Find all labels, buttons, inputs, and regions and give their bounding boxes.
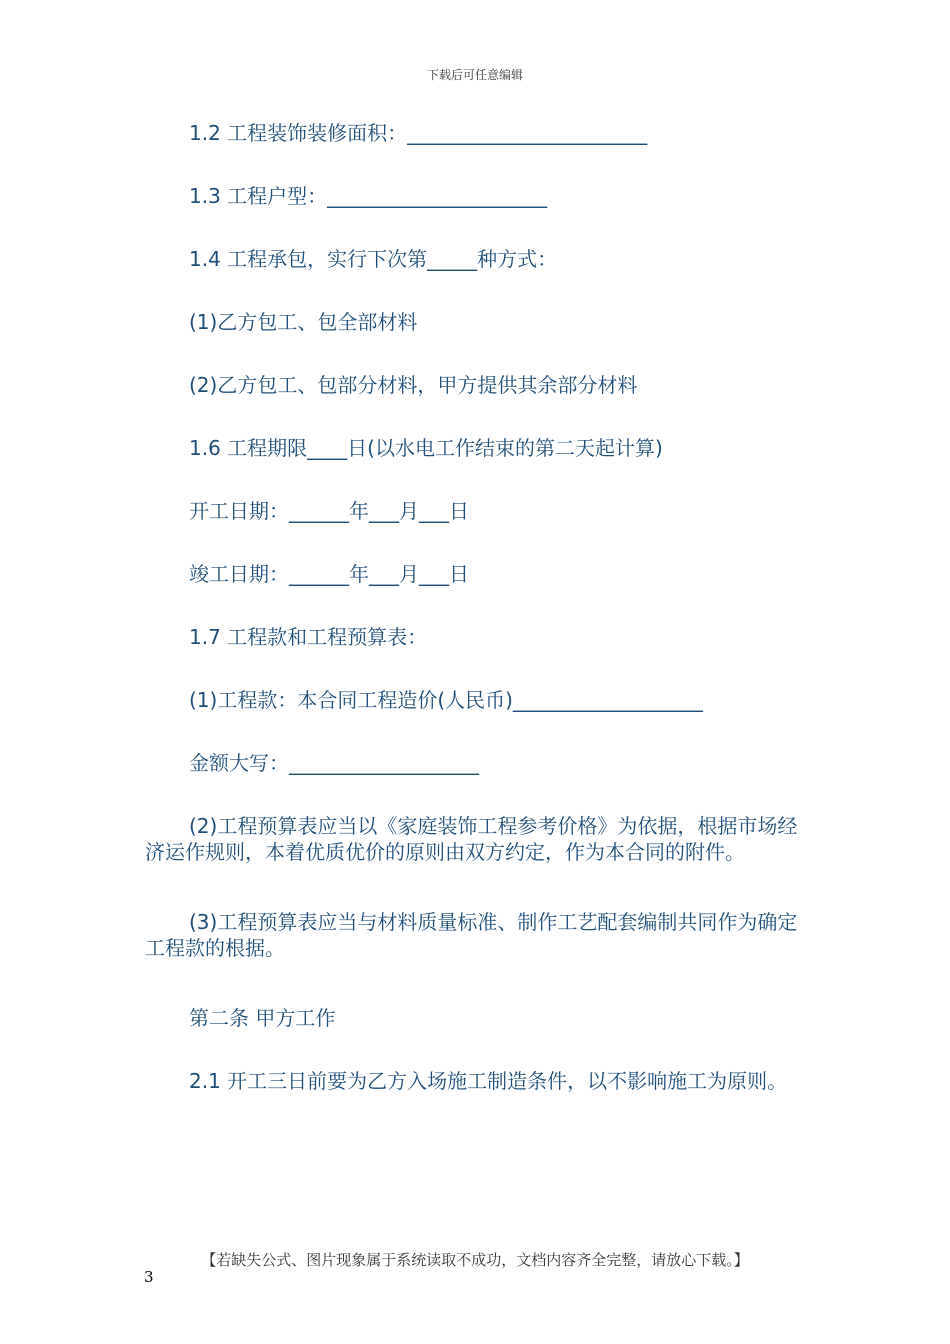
page-number: 3 bbox=[144, 1268, 154, 1286]
paragraph-budget-standard: (3)工程预算表应当与材料质量标准、制作工艺配套编制共同作为确定工程款的根据。 bbox=[145, 910, 798, 960]
paragraph-budget-basis: (2)工程预算表应当以《家庭装饰工程参考价格》为依据，根据市场经济运作规则，本着优质优价的原则由双方约定，作为本合同的附件。 bbox=[145, 814, 798, 864]
paragraph-duration: 1.6 工程期限____日(以水电工作结束的第二天起计算) bbox=[189, 436, 663, 460]
paragraph-budget-heading: 1.7 工程款和工程预算表： bbox=[189, 625, 428, 649]
paragraph-contract-price: (1)工程款：本合同工程造价(人民币)___________________ bbox=[189, 688, 703, 712]
paragraph-start-date: 开工日期：______年___月___日 bbox=[189, 499, 469, 523]
paragraph-amount-words: 金额大写：___________________ bbox=[189, 751, 479, 775]
paragraph-option-2: (2)乙方包工、包部分材料，甲方提供其余部分材料 bbox=[189, 373, 638, 397]
header-note: 下载后可任意编辑 bbox=[426, 68, 523, 82]
paragraph-area: 1.2 工程装饰装修面积：________________________ bbox=[189, 121, 648, 145]
paragraph-article-2-title: 第二条 甲方工作 bbox=[189, 1006, 336, 1030]
paragraph-article-2-1: 2.1 开工三日前要为乙方入场施工制造条件，以不影响施工为原则。 bbox=[189, 1069, 788, 1093]
footer-note: 【若缺失公式、图片现象属于系统读取不成功，文档内容齐全完整，请放心下载。】 bbox=[201, 1251, 749, 1269]
document-body bbox=[145, 120, 805, 1131]
paragraph-option-1: (1)乙方包工、包全部材料 bbox=[189, 310, 418, 334]
paragraph-end-date: 竣工日期：______年___月___日 bbox=[189, 562, 469, 586]
paragraph-layout: 1.3 工程户型：______________________ bbox=[189, 184, 548, 208]
paragraph-contract-mode: 1.4 工程承包，实行下次第_____种方式： bbox=[189, 247, 558, 271]
